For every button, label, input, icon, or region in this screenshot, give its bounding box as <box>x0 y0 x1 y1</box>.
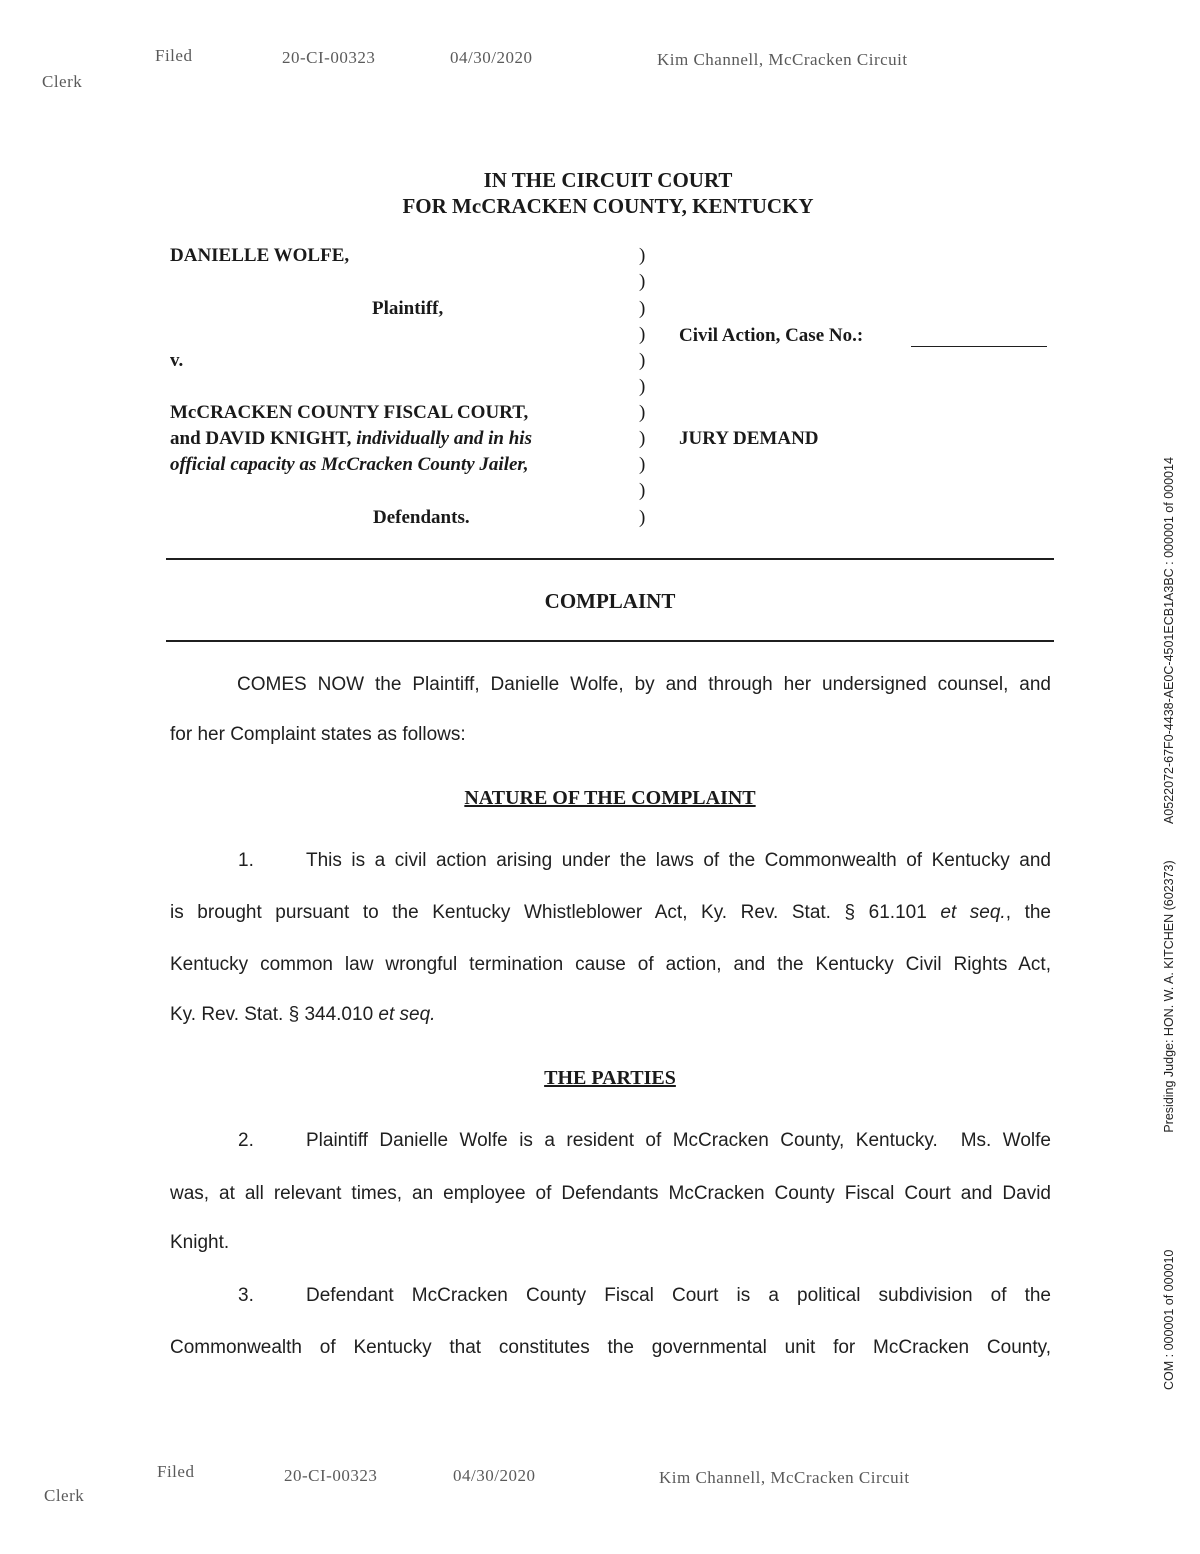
para1-line2-text: is brought pursuant to the Kentucky Whistleblower Act, Ky. Rev. Stat. § 61.101 <box>170 902 927 923</box>
caption-paren: ) <box>639 245 646 266</box>
para1-line2 <box>170 902 1051 924</box>
para2-line1: Plaintiff Danielle Wolfe is a resident of McCracken County, Kentucky. Ms. Wolfe <box>306 1130 1051 1151</box>
filed-label: Filed <box>157 1462 195 1481</box>
side-stamp-envelope: A0522072-67F0-4438-AE0C-4501ECB1A3BC : 000001 of 000014 <box>1162 457 1176 825</box>
bottom-rule <box>166 640 1054 642</box>
caption-paren: ) <box>639 402 646 423</box>
paragraph-number: 3. <box>238 1285 254 1306</box>
para1-line4-text: Ky. Rev. Stat. § 344.010 <box>170 1004 374 1025</box>
document-title: COMPLAINT <box>544 589 676 613</box>
case-number-stamp: 20-CI-00323 <box>282 48 376 67</box>
case-number-blank <box>911 346 1047 347</box>
defendant-line1: McCRACKEN COUNTY FISCAL COURT, <box>170 402 529 423</box>
section-heading-parties: THE PARTIES <box>544 1067 676 1089</box>
caption-paren: ) <box>639 507 646 528</box>
clerk-label: Clerk <box>42 72 83 91</box>
paragraph-number: 2. <box>238 1130 254 1151</box>
para1-line2-end: , the <box>1005 902 1051 923</box>
defendant-line2-prefix: and DAVID KNIGHT, <box>170 428 352 449</box>
clerk-name-stamp: Kim Channell, McCracken Circuit <box>657 50 908 69</box>
para1-line4 <box>170 1004 435 1026</box>
caption-paren: ) <box>639 271 646 292</box>
caption-paren: ) <box>639 428 646 449</box>
defendant-role: Defendants. <box>373 507 470 528</box>
para2-line2: was, at all relevant times, an employee of Defendants McCracken County Fiscal Court and David <box>170 1183 1051 1204</box>
court-heading-line2: FOR McCRACKEN COUNTY, KENTUCKY <box>402 194 814 218</box>
filed-label: Filed <box>155 46 193 65</box>
filing-date-stamp: 04/30/2020 <box>453 1466 536 1485</box>
para1-line1: This is a civil action arising under the laws of the Commonwealth of Kentucky and <box>306 850 1051 871</box>
case-number-stamp: 20-CI-00323 <box>284 1466 378 1485</box>
caption-paren: ) <box>639 480 646 501</box>
side-stamp <box>1162 457 1176 1390</box>
plaintiff-role: Plaintiff, <box>372 298 444 319</box>
caption-paren: ) <box>639 376 646 397</box>
filing-date-stamp: 04/30/2020 <box>450 48 533 67</box>
clerk-name-stamp: Kim Channell, McCracken Circuit <box>659 1468 910 1487</box>
para1-line3: Kentucky common law wrongful termination cause of action, and the Kentucky Civil Rights Act, <box>170 954 1051 975</box>
defendant-line2 <box>170 428 532 450</box>
top-rule <box>166 558 1054 560</box>
para1-line4-italic: et seq. <box>378 1004 436 1025</box>
caption-paren: ) <box>639 324 646 345</box>
plaintiff-name: DANIELLE WOLFE, <box>170 245 350 266</box>
defendant-line3: official capacity as McCracken County Jailer, <box>170 454 529 475</box>
intro-line2: for her Complaint states as follows: <box>170 724 466 745</box>
section-heading-nature: NATURE OF THE COMPLAINT <box>464 787 756 809</box>
para3-line1: Defendant McCracken County Fiscal Court is a political subdivision of the <box>306 1285 1051 1306</box>
court-heading-line1: IN THE CIRCUIT COURT <box>483 168 733 192</box>
para3-line2: Commonwealth of Kentucky that constitutes the governmental unit for McCracken County, <box>170 1337 1051 1358</box>
caption-paren: ) <box>639 454 646 475</box>
intro-line1: COMES NOW the Plaintiff, Danielle Wolfe, by and through her undersigned counsel, and <box>237 674 1051 695</box>
side-stamp-com: COM : 000001 of 000010 <box>1162 1249 1176 1390</box>
jury-demand: JURY DEMAND <box>679 428 819 449</box>
para2-line3: Knight. <box>170 1232 230 1253</box>
paragraph-number: 1. <box>238 850 254 871</box>
caption-paren: ) <box>639 350 646 371</box>
para1-line2-italic: et seq. <box>940 902 1006 923</box>
civil-action-label: Civil Action, Case No.: <box>679 325 864 346</box>
versus: v. <box>170 350 184 371</box>
side-stamp-judge: Presiding Judge: HON. W. A. KITCHEN (602373) <box>1162 860 1176 1133</box>
caption-paren: ) <box>639 298 646 319</box>
clerk-label: Clerk <box>44 1486 85 1505</box>
defendant-line2-italic: individually and in his <box>356 428 532 449</box>
